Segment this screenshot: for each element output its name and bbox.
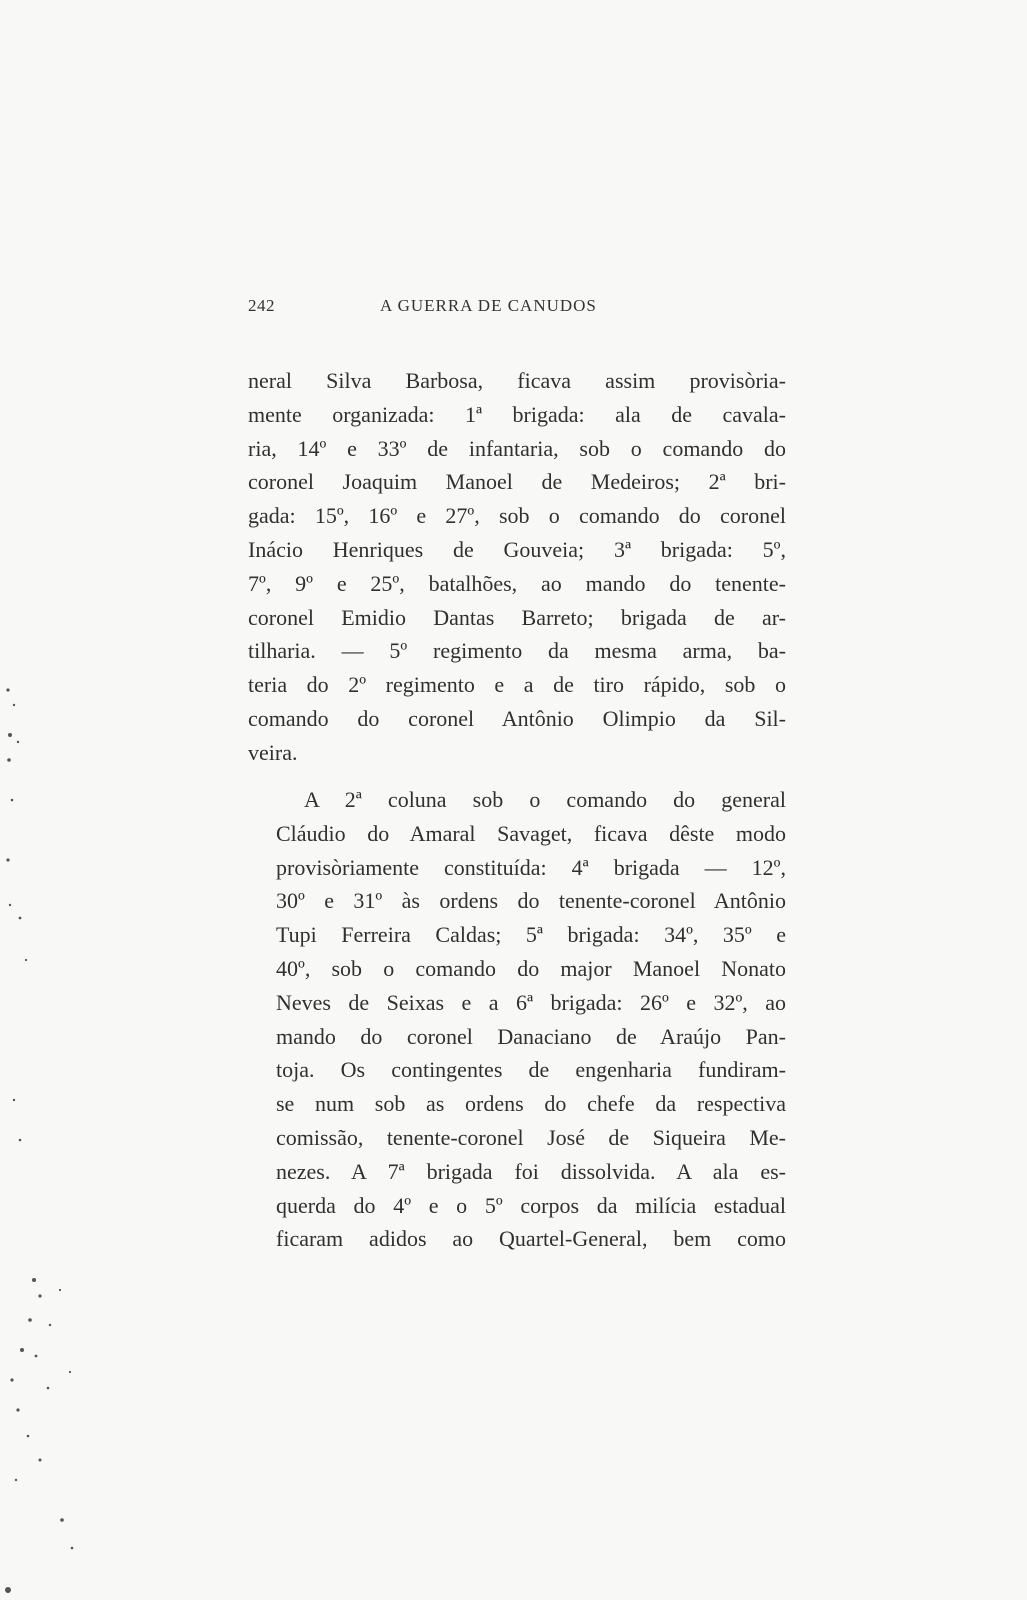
paper-specks-decoration	[0, 0, 120, 1600]
paragraph-1	[248, 364, 786, 770]
paragraph-2	[248, 783, 786, 1256]
text-line: provisòriamente constituída: 4ª brigada — 12º,	[276, 854, 786, 880]
text-line: Inácio Henriques de Gouveia; 3ª brigada: 5º,	[248, 536, 786, 562]
text-line: se num sob as ordens do chefe da respectiva	[276, 1091, 786, 1117]
text-line: tilharia. — 5º regimento da mesma arma, ba-	[248, 638, 786, 664]
text-line: comissão, tenente-coronel José de Siqueira Me-	[276, 1124, 786, 1150]
text-line: Neves de Seixas e a 6ª brigada: 26º e 32º, ao	[276, 989, 786, 1015]
text-line: neral Silva Barbosa, ficava assim provisòria-	[248, 368, 786, 393]
text-line: ficaram adidos ao Quartel-General, bem como	[276, 1226, 786, 1252]
text-line: ria, 14º e 33º de infantaria, sob o comando do	[248, 435, 786, 461]
text-line: veira.	[248, 739, 298, 765]
text-line: mando do coronel Danaciano de Araújo Pan-	[276, 1023, 786, 1049]
page-header	[248, 296, 788, 320]
text-line: coronel Emidio Dantas Barreto; brigada de ar-	[248, 604, 786, 630]
running-title: A GUERRA DE CANUDOS	[380, 296, 597, 315]
text-line: Tupi Ferreira Caldas; 5ª brigada: 34º, 35º e	[276, 922, 786, 948]
text-line: gada: 15º, 16º e 27º, sob o comando do coronel	[248, 503, 786, 529]
text-line: teria do 2º regimento e a de tiro rápido, sob o	[248, 672, 786, 698]
text-line: Cláudio do Amaral Savaget, ficava dêste modo	[276, 820, 786, 846]
text-line: 30º e 31º às ordens do tenente-coronel Antônio	[276, 888, 786, 914]
text-line: 7º, 9º e 25º, batalhões, ao mando do tenente-	[248, 570, 786, 596]
text-line: comando do coronel Antônio Olimpio da Sil-	[248, 705, 786, 731]
text-line: coronel Joaquim Manoel de Medeiros; 2ª bri-	[248, 469, 786, 495]
text-line: A 2ª coluna sob o comando do general	[304, 787, 786, 812]
text-line: nezes. A 7ª brigada foi dissolvida. A ala es-	[276, 1158, 786, 1184]
text-line: toja. Os contingentes de engenharia fundiram-	[276, 1057, 786, 1083]
text-line: 40º, sob o comando do major Manoel Nonato	[276, 955, 786, 981]
text-line: querda do 4º e o 5º corpos da milícia estadual	[276, 1192, 786, 1218]
page-number: 242	[248, 296, 275, 315]
text-line: mente organizada: 1ª brigada: ala de cavala-	[248, 401, 786, 427]
